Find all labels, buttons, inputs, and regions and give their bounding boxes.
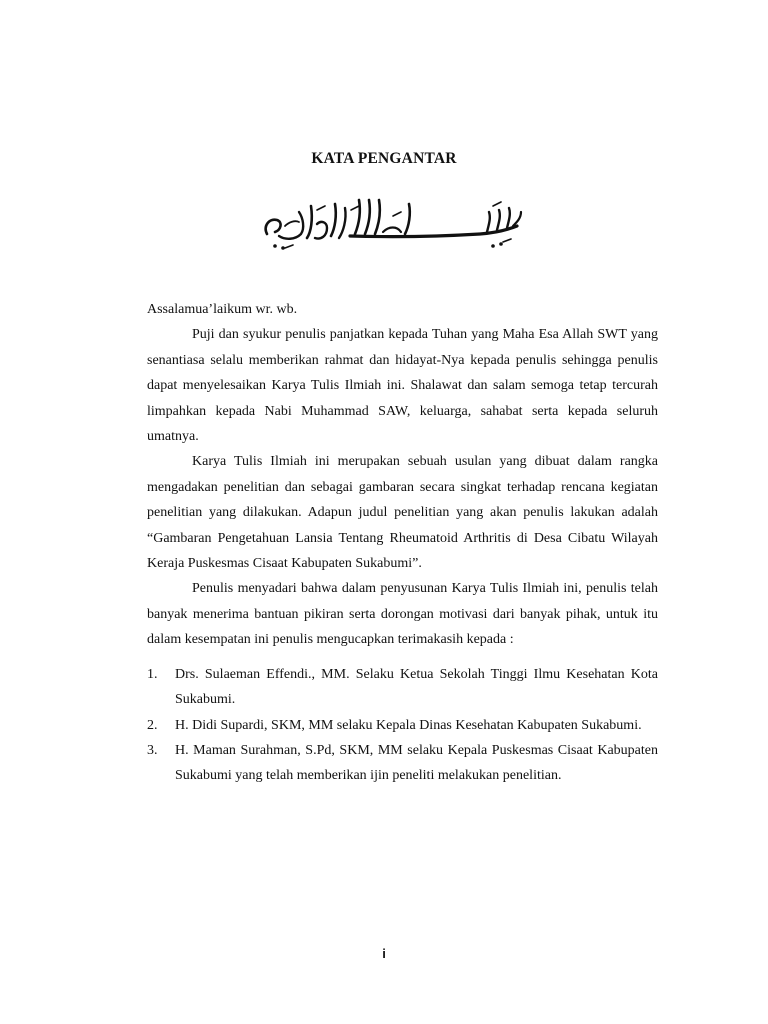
list-item-number: 3.	[147, 742, 158, 758]
page-number: i	[382, 946, 386, 961]
paragraph: Karya Tulis Ilmiah ini merupakan sebuah usulan yang dibuat dalam rangka mengadakan penelitian dan sebagai gambaran secara singkat terhadap rencana kegiatan penelitian yang dilakukan. Adapun judul penelitian yang akan penulis lakukan adalah “Gambaran Pengetahuan Lansia Tentang Rheumatoid Arthritis di Desa Cibatu Wilayah Keraja Puskesmas Cisaat Kabupaten Sukabumi”.	[147, 454, 658, 572]
list-item-number: 2.	[147, 717, 158, 733]
greeting: Assalamua’laikum wr. wb.	[147, 302, 298, 317]
list-item	[147, 713, 658, 738]
acknowledgement-list	[147, 662, 658, 789]
list-item	[147, 662, 658, 713]
list-item	[147, 738, 658, 789]
paragraph: Penulis menyadari bahwa dalam penyusunan Karya Tulis Ilmiah ini, penulis telah banyak menerima bantuan pikiran serta dorongan motivasi dari banyak pihak, untuk itu dalam kesempatan ini penulis mengucapkan terimakasih kepada :	[147, 581, 658, 648]
page-title: KATA PENGANTAR	[311, 150, 457, 167]
list-item-text: H. Didi Supardi, SKM, MM selaku Kepala Dinas Kesehatan Kabupaten Sukabumi.	[175, 717, 642, 733]
list-item-number: 1.	[147, 666, 158, 682]
bismillah-calligraphy	[255, 196, 525, 258]
list-item-text: H. Maman Surahman, S.Pd, SKM, MM selaku Kepala Puskesmas Cisaat Kabupaten Sukabumi yang telah memberikan ijin peneliti melakukan penelitian.	[175, 742, 658, 784]
document-body	[147, 297, 658, 789]
paragraph: Puji dan syukur penulis panjatkan kepada Tuhan yang Maha Esa Allah SWT yang senantiasa selalu memberikan rahmat dan hidayat-Nya kepada penulis sehingga penulis dapat menyelesaikan Karya Tulis Ilmiah ini. Shalawat dan salam semoga tetap tercurah limpahkan kepada Nabi Muhammad SAW, keluarga, sahabat serta kepada seluruh umatnya.	[147, 327, 658, 445]
list-item-text: Drs. Sulaeman Effendi., MM. Selaku Ketua Sekolah Tinggi Ilmu Kesehatan Kota Sukabumi.	[175, 666, 658, 708]
